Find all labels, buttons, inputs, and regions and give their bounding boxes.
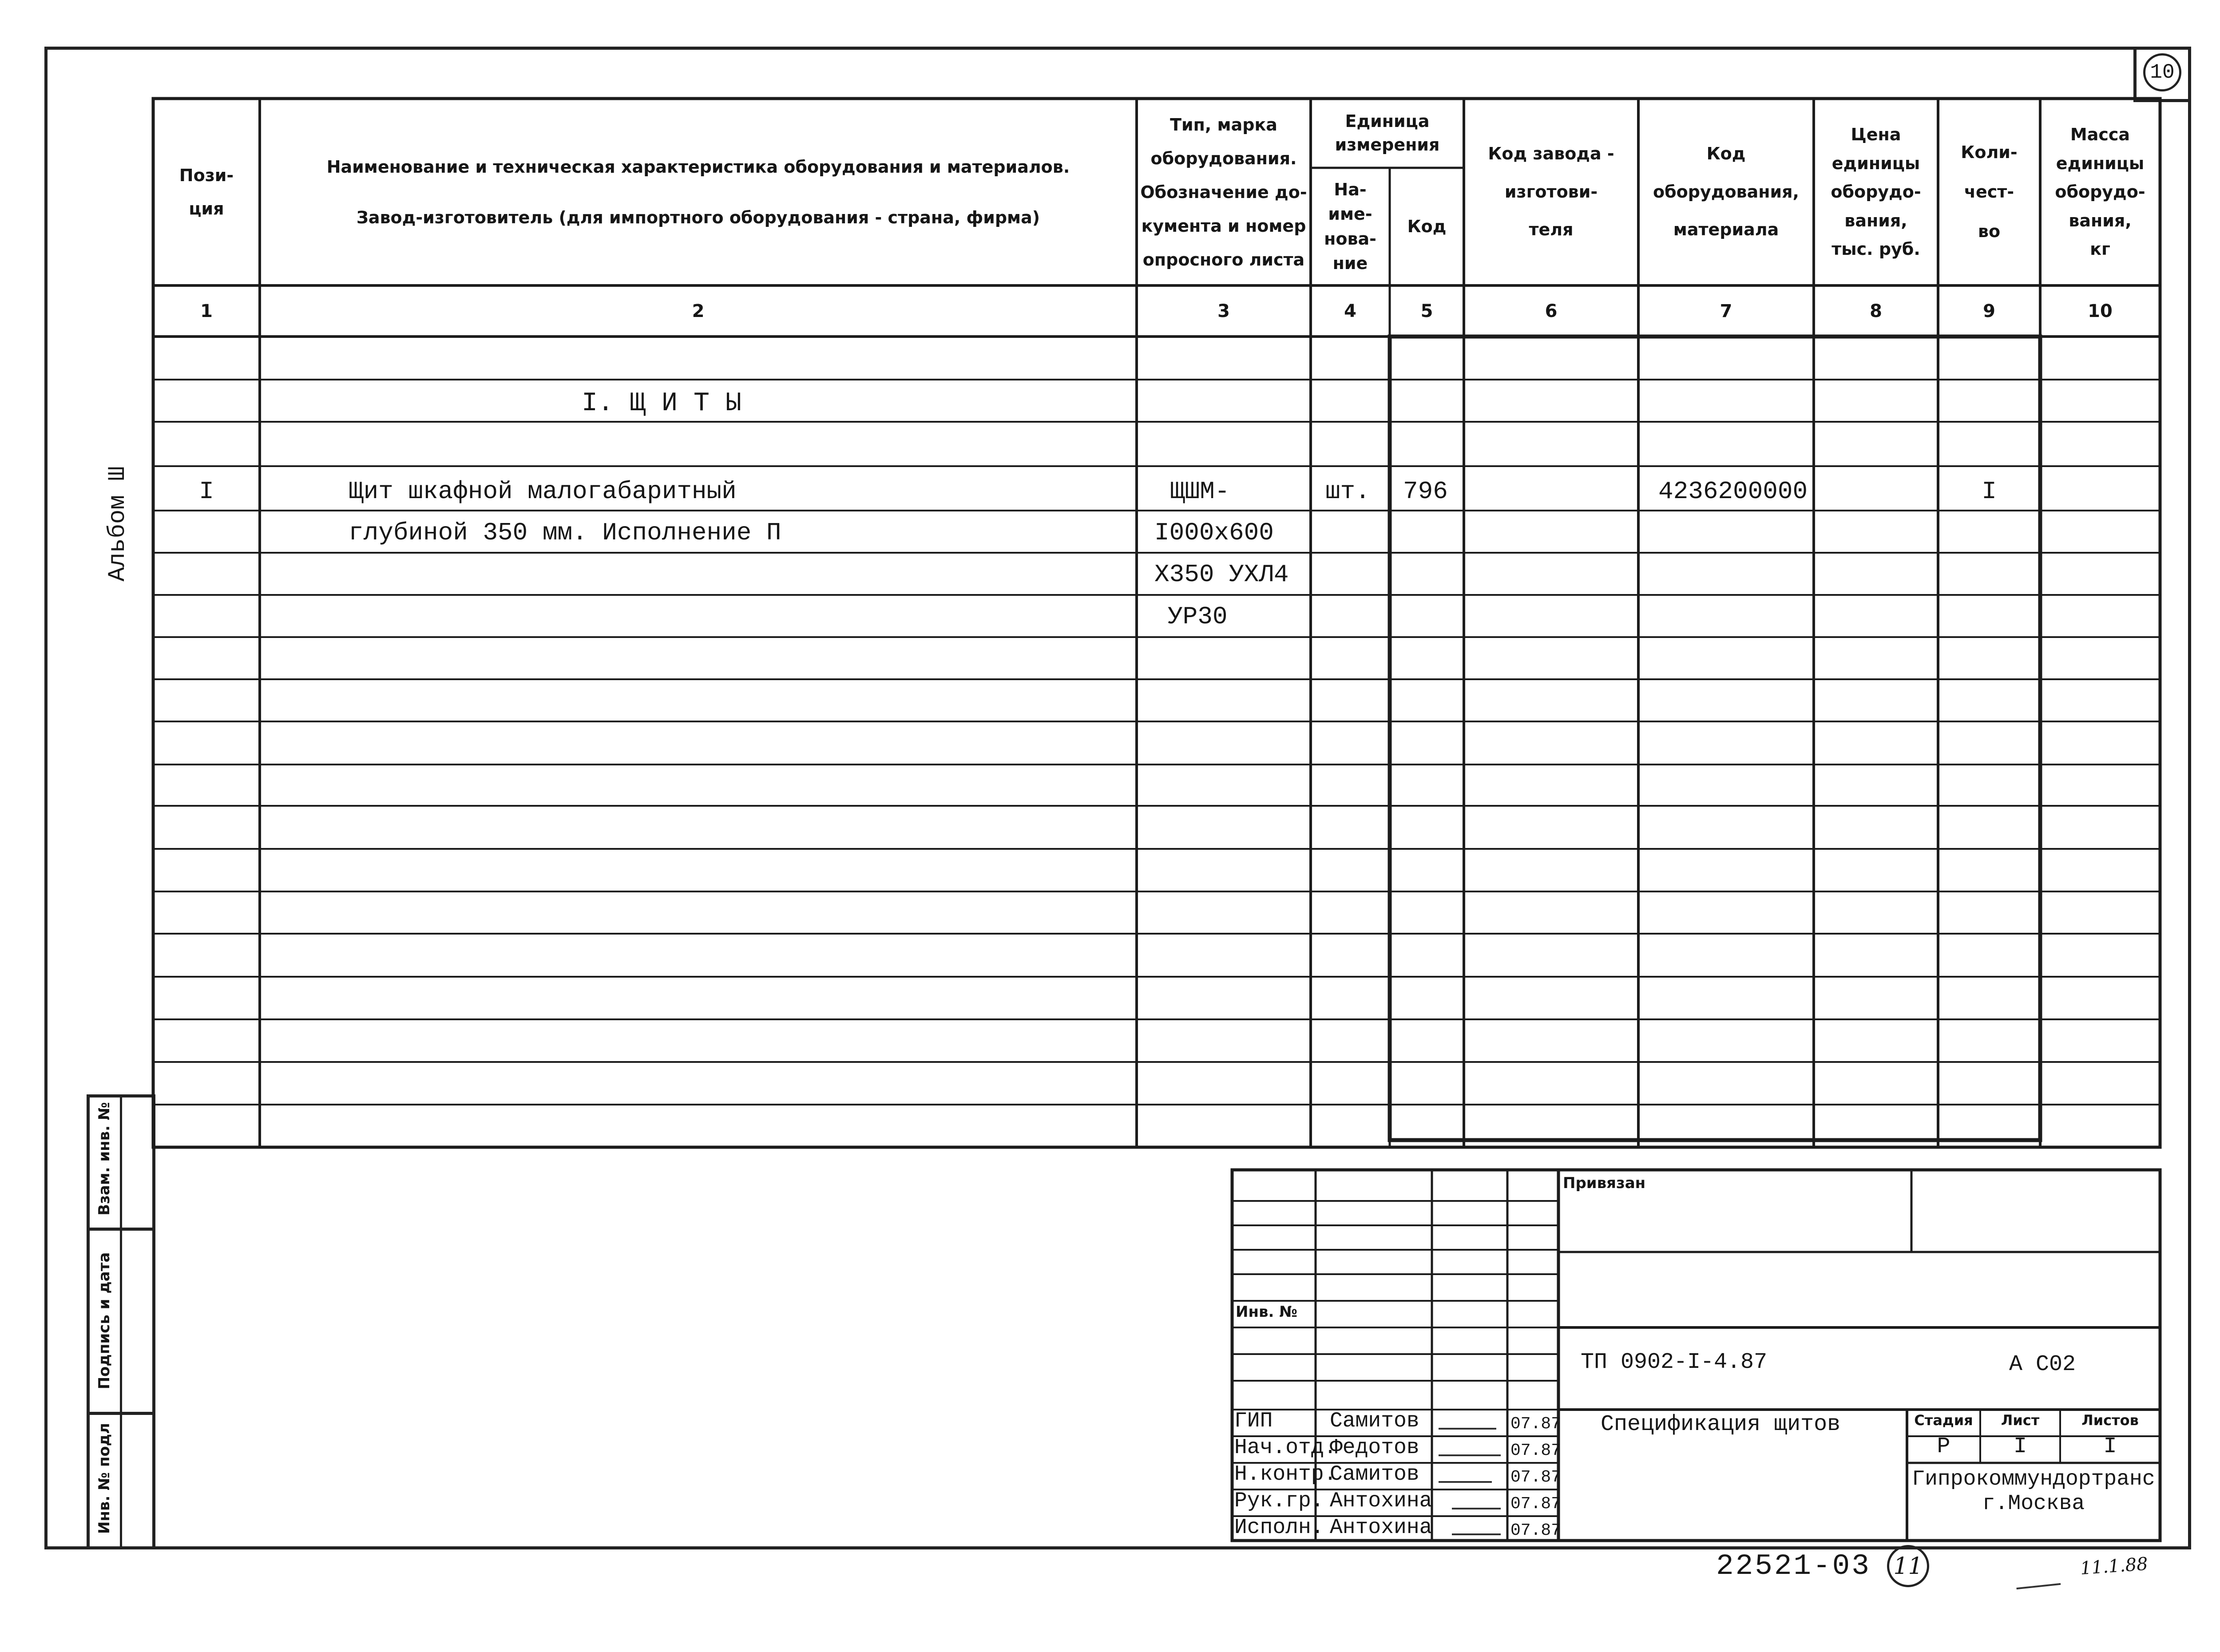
sheet-code: А С02 xyxy=(2009,1352,2076,1377)
staff-name: Самитов xyxy=(1330,1462,1419,1486)
signature xyxy=(1439,1412,1496,1430)
row-1-unit: шт. xyxy=(1325,477,1370,506)
stage-label: Стадия xyxy=(1914,1412,1973,1429)
column-number: 10 xyxy=(2088,301,2113,321)
signature xyxy=(1452,1517,1501,1535)
staff-name: Антохина xyxy=(1330,1489,1432,1513)
column-number: 7 xyxy=(1720,301,1732,321)
staff-date: 07.87 xyxy=(1510,1441,1562,1460)
header-unit-group: Единица измерения xyxy=(1335,111,1440,155)
column-number: 1 xyxy=(200,301,213,321)
column-number: 8 xyxy=(1870,301,1882,321)
header-unit-mass: Масса единицы оборудо- вания, кг xyxy=(2055,125,2145,259)
staff-role: Нач.отд. xyxy=(1234,1436,1337,1460)
staff-date: 07.87 xyxy=(1510,1414,1562,1434)
row-1-equipment-code: 4236200000 xyxy=(1658,477,1808,506)
archive-number: 22521-03 xyxy=(1716,1549,1871,1583)
header-unit-name: На- име- нова- ние xyxy=(1324,180,1376,273)
row-2-type: I000x600 xyxy=(1154,519,1274,547)
staff-role: ГИП xyxy=(1234,1409,1273,1433)
staff-name: Федотов xyxy=(1330,1436,1419,1460)
row-4-type: УР30 xyxy=(1168,602,1228,631)
column-number: 9 xyxy=(1983,301,1995,321)
document-title: Спецификация щитов xyxy=(1601,1412,1841,1437)
column-number: 6 xyxy=(1545,301,1558,321)
row-1-type: ЩШМ- xyxy=(1170,477,1230,506)
row-2-name: глубиной 350 мм. Исполнение П xyxy=(349,519,781,547)
row-3-type: X350 УХЛ4 xyxy=(1154,560,1289,589)
organization-name: Гипрокоммундортранс xyxy=(1912,1467,2155,1491)
column-number: 2 xyxy=(692,301,705,321)
page-circle-number: 11 xyxy=(1893,1553,1923,1580)
staff-role: Исполн. xyxy=(1234,1516,1324,1540)
header-equipment-code: Код оборудования, материала xyxy=(1653,144,1799,240)
album-label: Альбом Ш xyxy=(104,466,131,582)
sheet-number: 10 xyxy=(2150,61,2175,84)
staff-date: 07.87 xyxy=(1510,1521,1562,1540)
header-quantity: Коли- чест- во xyxy=(1961,142,2018,242)
column-number: 4 xyxy=(1344,301,1356,321)
staff-name: Антохина xyxy=(1330,1516,1432,1540)
organization-city: г.Москва xyxy=(1982,1492,2085,1516)
section-title: I. Щ И Т Ы xyxy=(582,388,742,419)
row-1-position: I xyxy=(199,477,214,506)
sheets-value: I xyxy=(2103,1434,2117,1459)
page-circle xyxy=(1887,1545,1929,1587)
staff-date: 07.87 xyxy=(1510,1494,1562,1513)
row-1-quantity: I xyxy=(1982,477,1997,506)
staff-name: Самитов xyxy=(1330,1409,1419,1433)
inv-no-label: Инв. № xyxy=(1236,1303,1298,1321)
signature xyxy=(1439,1465,1492,1483)
side-stamp-inv-podl: Инв. № подл xyxy=(95,1422,113,1534)
column-number: 5 xyxy=(1420,301,1433,321)
column-number: 3 xyxy=(1217,301,1230,321)
signature xyxy=(1452,1492,1501,1509)
staff-role: Н.контр. xyxy=(1234,1462,1337,1486)
staff-role: Рук.гр. xyxy=(1234,1489,1324,1513)
handwritten-date: 11.1.88 xyxy=(2079,1553,2149,1579)
row-1-name: Щит шкафной малогабаритный xyxy=(349,477,737,506)
row-1-unit-code: 796 xyxy=(1403,477,1448,506)
header-factory-code: Код завода - изготови- теля xyxy=(1488,144,1614,240)
side-stamp-podpis-data: Подпись и дата xyxy=(95,1252,113,1390)
header-unit-price: Цена единицы оборудо- вания, тыс. руб. xyxy=(1831,125,1921,259)
side-stamp-vzam-inv: Взам. инв. № xyxy=(95,1102,113,1216)
header-type: Тип, марка оборудования. Обозначение до- кумента и номер опросного листа xyxy=(1140,115,1307,269)
document-code: ТП 0902-I-4.87 xyxy=(1581,1350,1768,1375)
sheet-value: I xyxy=(2013,1434,2027,1459)
signature xyxy=(1439,1438,1501,1456)
header-name: Наименование и техническая характеристика оборудования и материалов. Завод-изготовитель (для импортного оборудования - страна, фирма) xyxy=(326,157,1070,227)
privyazan-label: Привязан xyxy=(1563,1174,1646,1192)
sheets-label: Листов xyxy=(2081,1412,2139,1429)
header-position: Пози- ция xyxy=(179,166,234,218)
sheet-label: Лист xyxy=(2001,1412,2040,1429)
staff-date: 07.87 xyxy=(1510,1468,1562,1487)
header-unit-code: Код xyxy=(1407,217,1447,237)
stage-value: Р xyxy=(1937,1434,1950,1459)
